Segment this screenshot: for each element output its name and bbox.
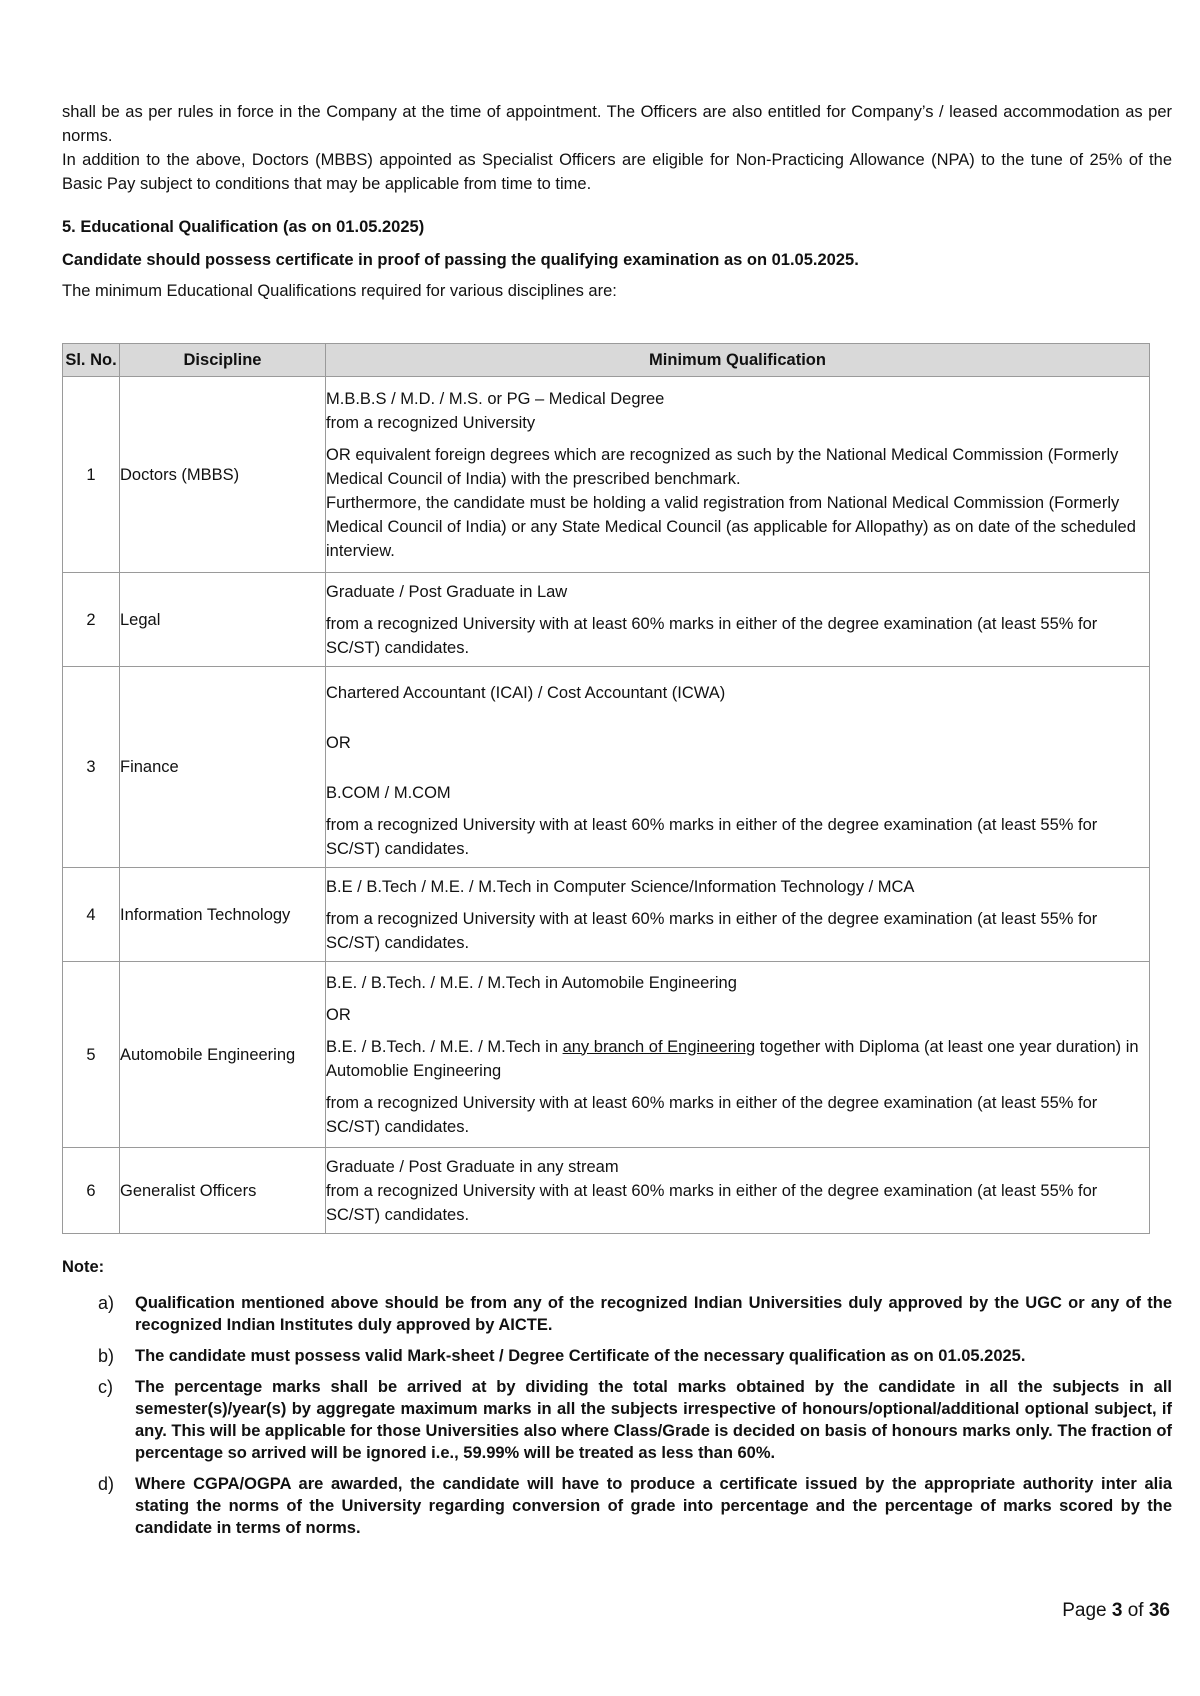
- qualification-line: B.E / B.Tech / M.E. / M.Tech in Computer Science/Information Technology / MCA: [326, 877, 915, 896]
- table-row: [63, 573, 1150, 667]
- header-sl-no: Sl. No.: [63, 344, 120, 377]
- page-prefix: Page: [1062, 1600, 1112, 1621]
- row-sl-no: 5: [63, 962, 120, 1148]
- table-row: [63, 667, 1150, 868]
- note-label: c): [98, 1377, 113, 1397]
- qualification-line: OR equivalent foreign degrees which are recognized as such by the National Medical Commission (Formerly Medical Council of India) with the prescribed benchmark.: [326, 445, 1119, 488]
- table-row: [63, 868, 1150, 962]
- table-row: [63, 377, 1150, 573]
- row-discipline: Generalist Officers: [120, 1148, 326, 1234]
- qualification-line: from a recognized University: [326, 413, 536, 432]
- qualification-line: Graduate / Post Graduate in Law: [326, 582, 568, 601]
- qualification-text: B.E. / B.Tech. / M.E. / M.Tech in: [326, 1037, 563, 1056]
- row-qualification: [326, 377, 1150, 573]
- table-row: [63, 1148, 1150, 1234]
- candidate-statement: Candidate should possess certificate in proof of passing the qualifying examination as on 01.05.2025.: [62, 251, 859, 269]
- row-sl-no: 2: [63, 573, 120, 667]
- note-item: [62, 1376, 1172, 1464]
- qualification-line: M.B.B.S / M.D. / M.S. or PG – Medical Degree: [326, 389, 665, 408]
- qualification-line: Chartered Accountant (ICAI) / Cost Accountant (ICWA): [326, 684, 726, 702]
- row-sl-no: 4: [63, 868, 120, 962]
- qualification-line: OR: [326, 1005, 351, 1024]
- qualification-line: Graduate / Post Graduate in any stream: [326, 1157, 619, 1176]
- qualification-line: from a recognized University with at least 60% marks in either of the degree examination (at least 55% for SC/ST) candidates.: [326, 816, 1098, 858]
- page-of: of: [1122, 1600, 1149, 1621]
- row-sl-no: 6: [63, 1148, 120, 1234]
- qualification-line: from a recognized University with at least 60% marks in either of the degree examination (at least 55% for SC/ST) candidates.: [326, 614, 1098, 657]
- row-sl-no: 1: [63, 377, 120, 573]
- table-row: [63, 962, 1150, 1148]
- row-discipline: Doctors (MBBS): [120, 377, 326, 573]
- intro-paragraph-2: In addition to the above, Doctors (MBBS) appointed as Specialist Officers are eligible for Non-Practicing Allowance (NPA) to the tune of 25% of the Basic Pay subject to conditions that may be applicable from time to time.: [62, 151, 1172, 193]
- page-current: 3: [1111, 1600, 1123, 1621]
- underlined-text: any branch of Engineering: [562, 1037, 756, 1056]
- table-intro: The minimum Educational Qualifications required for various disciplines are:: [62, 282, 617, 300]
- qualification-line: from a recognized University with at least 60% marks in either of the degree examination (at least 55% for SC/ST) candidates.: [326, 1093, 1098, 1136]
- qualification-line: B.E. / B.Tech. / M.E. / M.Tech in Automobile Engineering: [326, 973, 737, 992]
- note-item: [62, 1473, 1172, 1539]
- row-discipline: Legal: [120, 573, 326, 667]
- row-discipline: Automobile Engineering: [120, 962, 326, 1148]
- note-text: Where CGPA/OGPA are awarded, the candidate will have to produce a certificate issued by the appropriate authority inter alia stating the norms of the University regarding conversion of grade into percentage and the percentage of marks scored by the candidate in terms of norms.: [135, 1475, 1172, 1537]
- table-header-row: [63, 344, 1150, 377]
- row-qualification: [326, 868, 1150, 962]
- note-label: d): [98, 1474, 115, 1494]
- section-heading: 5. Educational Qualification (as on 01.05.2025): [62, 218, 425, 236]
- qualification-line: OR: [326, 734, 351, 752]
- note-item: [62, 1345, 1172, 1367]
- qualification-line-mixed: [326, 1035, 1149, 1083]
- qualification-table: [62, 343, 1150, 1234]
- qualification-line: Furthermore, the candidate must be holding a valid registration from National Medical Commission (Formerly Medical Council of India) or any State Medical Council (as applicable for Allopathy) as on date of the scheduled interview.: [326, 493, 1136, 560]
- note-title: Note:: [62, 1258, 105, 1276]
- header-minimum-qualification: Minimum Qualification: [326, 344, 1150, 377]
- row-discipline: Information Technology: [120, 868, 326, 962]
- note-label: a): [98, 1293, 115, 1313]
- row-discipline: Finance: [120, 667, 326, 868]
- header-discipline: Discipline: [120, 344, 326, 377]
- qualification-line: from a recognized University with at least 60% marks in either of the degree examination (at least 55% for SC/ST) candidates.: [326, 909, 1098, 952]
- note-label: b): [98, 1346, 115, 1366]
- row-qualification: [326, 667, 1150, 868]
- qualification-line: from a recognized University with at least 60% marks in either of the degree examination (at least 55% for SC/ST) candidates.: [326, 1181, 1098, 1224]
- page-body: [62, 100, 1172, 318]
- page-total: 36: [1148, 1600, 1170, 1621]
- note-text: Qualification mentioned above should be from any of the recognized Indian Universities duly approved by the UGC or any of the recognized Indian Institutes duly approved by AICTE.: [135, 1294, 1172, 1334]
- row-qualification: [326, 573, 1150, 667]
- intro-paragraph-1: shall be as per rules in force in the Company at the time of appointment. The Officers are also entitled for Company’s / leased accommodation as per norms.: [62, 103, 1172, 145]
- note-text: The candidate must possess valid Mark-sheet / Degree Certificate of the necessary qualification as on 01.05.2025.: [135, 1347, 1026, 1365]
- row-sl-no: 3: [63, 667, 120, 868]
- row-qualification: [326, 1148, 1150, 1234]
- note-text: The percentage marks shall be arrived at by dividing the total marks obtained by the candidate in all the subjects in all semester(s)/year(s) by aggregate maximum marks in all the subjects irrespective of honours/optional/additional optional subject, if any. This will be applicable for those Universities also where Class/Grade is decided on basis of honours marks only. The fraction of percentage so arrived will be ignored i.e., 59.99% will be treated as less than 60%.: [135, 1378, 1172, 1462]
- row-qualification: [326, 962, 1150, 1148]
- qualification-text: together with Diploma (at least one year duration) in Automoblie Engineering: [326, 1037, 1139, 1080]
- qualification-line: B.COM / M.COM: [326, 784, 451, 802]
- note-item: [62, 1292, 1172, 1336]
- page-number: [1062, 1600, 1170, 1622]
- notes-list: [62, 1292, 1172, 1548]
